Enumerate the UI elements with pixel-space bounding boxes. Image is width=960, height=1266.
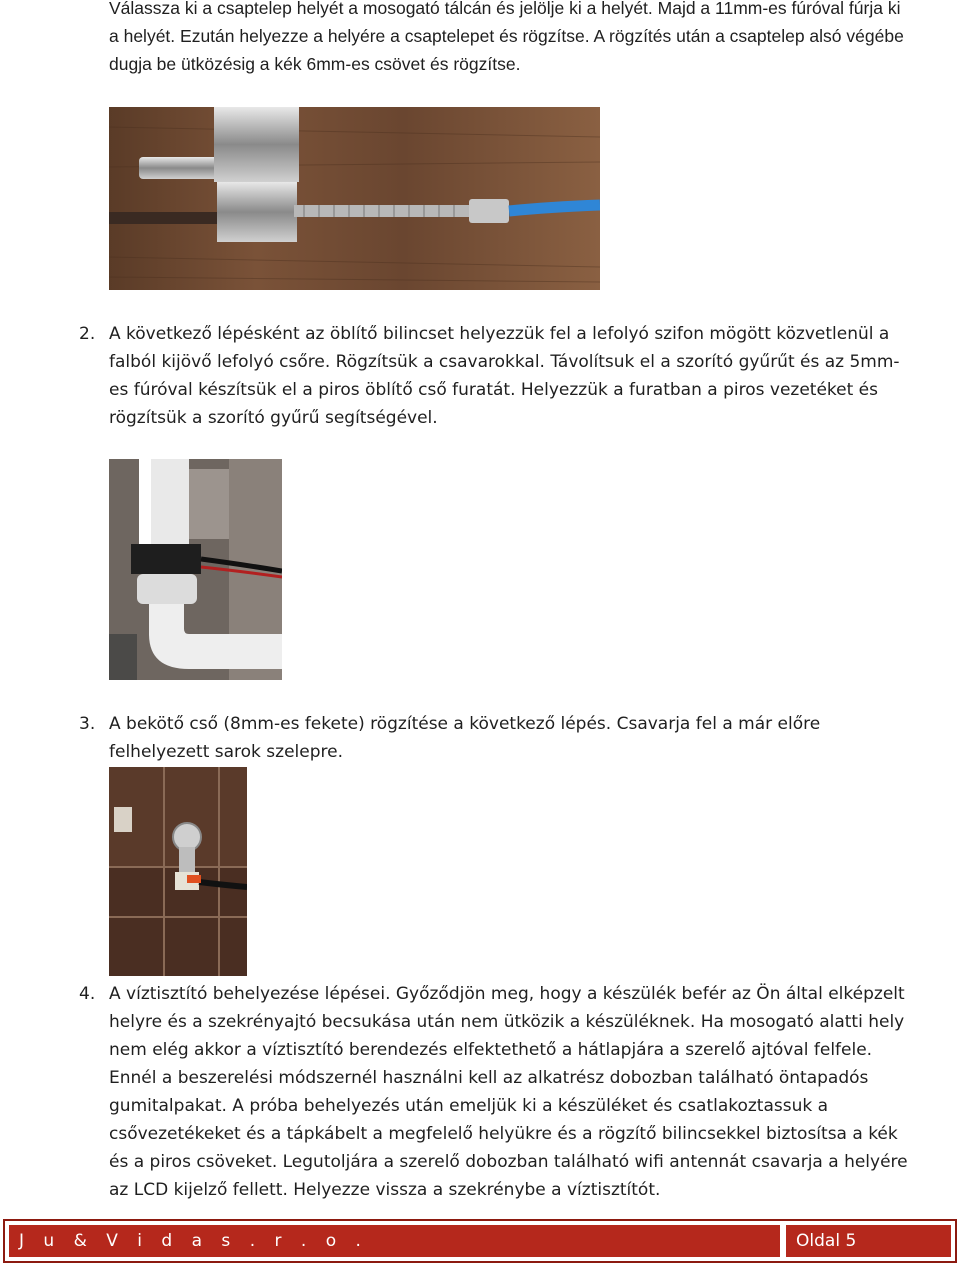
step-number: 2.: [79, 324, 96, 344]
step-text: A víztisztító behelyezése lépései. Győződjön meg, hogy a készülék befér az Ön által elképzelt helyre és a szekrényajtó becsukása után nem ütközik a készüléknek. Ha mosogató alatti hely nem elég akkor a víztisztító berendezés elfektethető a hátlapjára a szerelő ajtóval felfele. Ennél a beszerelési módszernél használni kell az alkatrész dobozban található öntapadós gumitalpakat. A próba behelyezés után emeljük ki a készüléket és csatlakoztassuk a csővezetékeket és a tápkábelt a megfelelő helyükre és a rögzítő bilincsekkel biztosítsa a kék és a piros csöveket. Legutoljára a szerelő dobozban található wifi antennát csavarja a helyére az LCD kijelző fellett. Helyezze vissza a szekrénybe a víztisztítót.: [109, 984, 908, 1200]
intro-paragraph: Válassza ki a csaptelep helyét a mosogató tálcán és jelölje ki a helyét. Majd a 11mm-es fúróval fúrja ki a helyét. Ezután helyezze a helyére a csaptelepet és rögzítse. A rögzítés után a csaptelep alsó végébe dugja be ütközésig a kék 6mm-es csövet és rögzítse.: [109, 0, 904, 74]
footer-page-number: Oldal 5: [786, 1225, 951, 1257]
page-footer: [3, 1219, 957, 1263]
faucet-photo: [109, 107, 600, 290]
valve-photo: [109, 767, 247, 976]
step-text: A következő lépésként az öblítő bilincset helyezzük fel a lefolyó szifon mögött közvetlenül a falból kijövő lefolyó csőre. Rögzítsük a csavarokkal. Távolítsuk el a szorító gyűrűt és az 5mm-es fúróval készítsük el a piros öblítő cső furatát. Helyezzük a furatban a piros vezetéket és rögzítsük a szorító gyűrű segítségével.: [109, 324, 900, 428]
siphon-photo: [109, 459, 282, 680]
footer-company: J u & V i d a s . r . o .: [9, 1225, 780, 1257]
step-text: A bekötő cső (8mm-es fekete) rögzítése a következő lépés. Csavarja fel a már előre felhelyezett sarok szelepre.: [109, 714, 821, 762]
step-number: 3.: [79, 714, 96, 734]
step-number: 4.: [79, 984, 96, 1004]
